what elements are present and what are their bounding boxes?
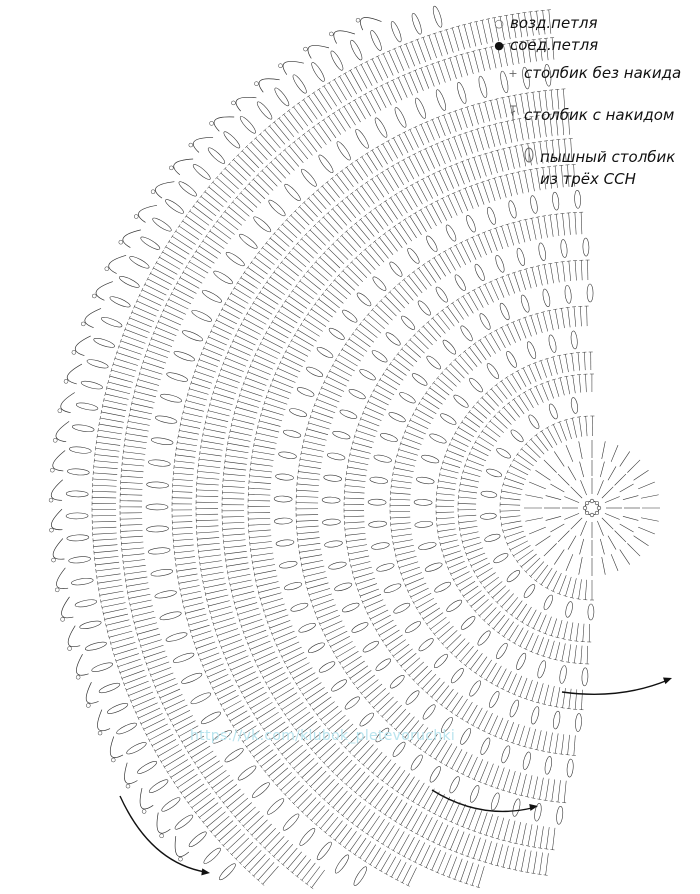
- legend-row-puff-2: [540, 170, 636, 188]
- puff-stitch-icon: [518, 146, 540, 167]
- legend-label-dc: столбик с накидом: [524, 105, 675, 124]
- legend-row-puff: [518, 146, 675, 167]
- arrow-row-1: [562, 680, 668, 694]
- chain-stitch-icon: ○: [494, 16, 504, 30]
- legend-row-slip: [488, 36, 598, 54]
- legend-row-dc: [502, 104, 674, 125]
- legend-row-chain: [488, 14, 598, 32]
- single-crochet-icon: +: [508, 66, 518, 80]
- slip-stitch-icon: ●: [494, 38, 504, 52]
- double-crochet-icon: [502, 104, 524, 125]
- legend-label-puff: пышный столбик: [540, 147, 676, 166]
- legend-label-sc: столбик без накида: [524, 64, 682, 82]
- watermark-url: https://vk.com/klubok_pletevoruchki: [190, 728, 456, 744]
- legend-label-chain: возд.петля: [510, 14, 598, 32]
- legend-label-slip: соед.петля: [510, 36, 599, 54]
- legend-label-puff-2: из трёх ССН: [540, 170, 636, 188]
- stitch-rings: [49, 5, 660, 889]
- legend-row-sc: [502, 64, 681, 82]
